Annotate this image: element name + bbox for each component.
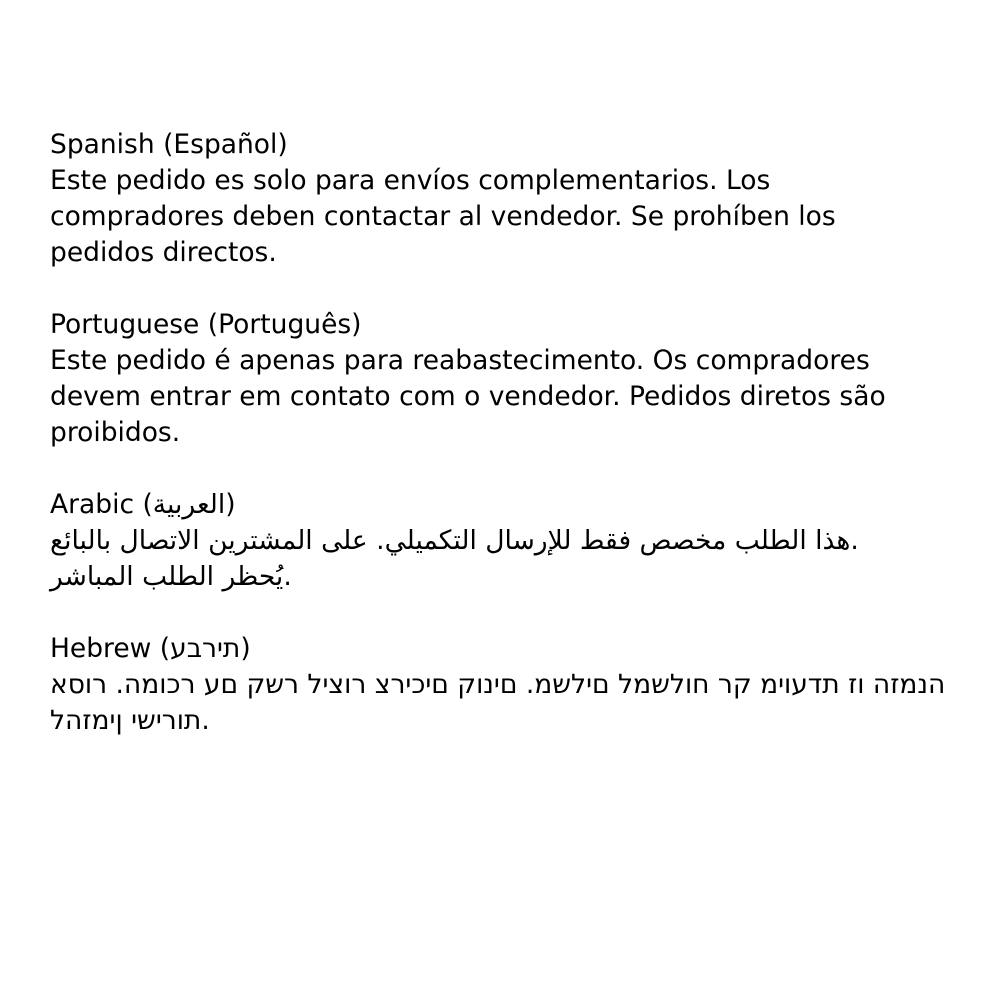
arabic-heading: Arabic (العربية) — [50, 489, 236, 520]
hebrew-line-2: תורישי ןימזהל. — [50, 705, 210, 736]
hebrew-line-1: הנמזה וז תדעוימ קר חולשמל םילשמ. םינוק םיכירצ רוציל רשק םע רכומה. רוסא — [50, 669, 946, 700]
portuguese-section — [50, 307, 1000, 451]
portuguese-heading: Portuguese (Português) — [50, 309, 362, 340]
arabic-section — [50, 487, 1000, 595]
portuguese-line-1: Este pedido é apenas para reabastecimento. Os compradores — [50, 345, 870, 376]
spanish-line-3: pedidos directos. — [50, 237, 277, 268]
portuguese-line-2: devem entrar em contato com o vendedor. Pedidos diretos são — [50, 381, 886, 412]
document-body — [50, 127, 1000, 775]
arabic-paragraph — [50, 523, 1000, 595]
hebrew-heading: Hebrew (תירבע) — [50, 633, 251, 664]
arabic-line-1: هذا الطلب مخصص فقط للإرسال التكميلي. على المشترين الاتصال بالبائع. — [50, 525, 859, 556]
portuguese-paragraph — [50, 343, 1000, 451]
hebrew-paragraph — [50, 667, 1000, 739]
spanish-heading: Spanish (Español) — [50, 129, 288, 160]
spanish-line-2: compradores deben contactar al vendedor. Se prohíben los — [50, 201, 836, 232]
spanish-line-1: Este pedido es solo para envíos complementarios. Los — [50, 165, 771, 196]
spanish-section — [50, 127, 1000, 271]
portuguese-line-3: proibidos. — [50, 417, 181, 448]
hebrew-section — [50, 631, 1000, 739]
spanish-paragraph — [50, 163, 1000, 271]
arabic-line-2: يُحظر الطلب المباشر. — [50, 561, 292, 592]
